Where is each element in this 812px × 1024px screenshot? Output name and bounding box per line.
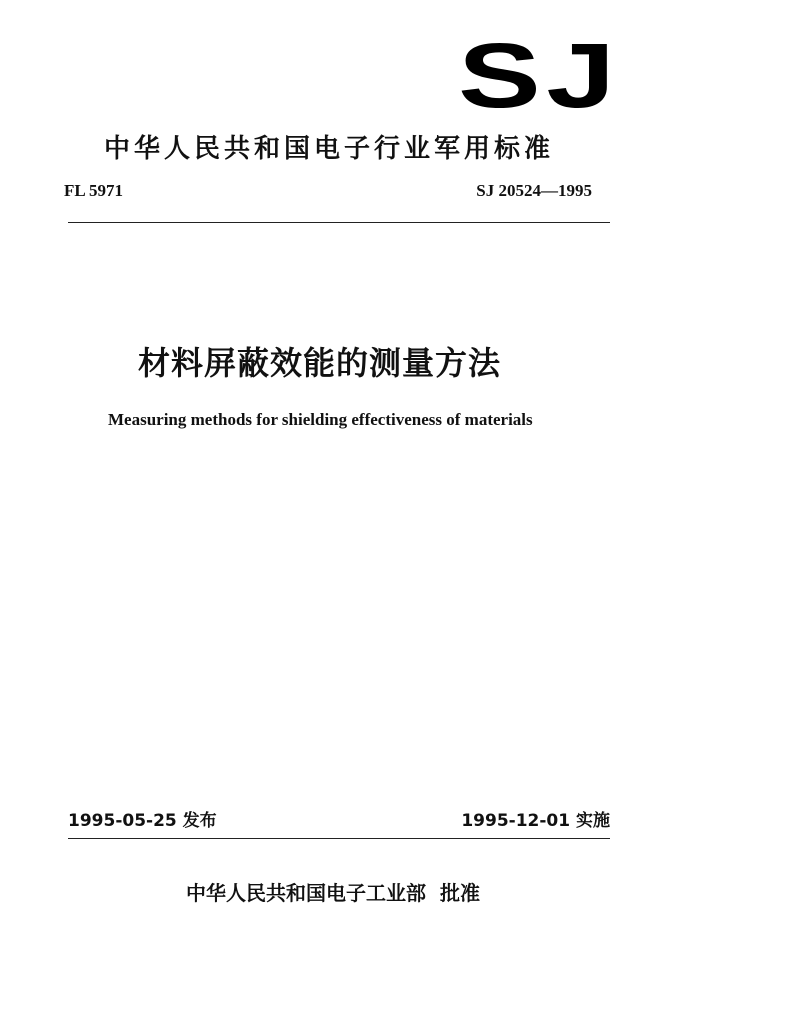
bottom-divider [68,838,610,839]
effective-date: 1995-12-01 实施 [461,811,610,831]
document-title-english: Measuring methods for shielding effectiveness of materials [108,410,533,429]
standard-type-heading: 中华人民共和国电子行业军用标准 [104,134,555,164]
issue-date: 1995-05-25 发布 [68,811,217,831]
approval-line [186,877,480,906]
sj-logo: SJ [458,25,621,127]
approving-organization: 中华人民共和国电子工业部 [186,881,426,905]
top-divider [68,222,610,223]
document-title-chinese: 材料屏蔽效能的测量方法 [138,344,502,382]
classification-code: FL 5971 [64,181,124,200]
standard-number: SJ 20524—1995 [476,181,592,200]
approval-label: 批准 [440,881,480,905]
